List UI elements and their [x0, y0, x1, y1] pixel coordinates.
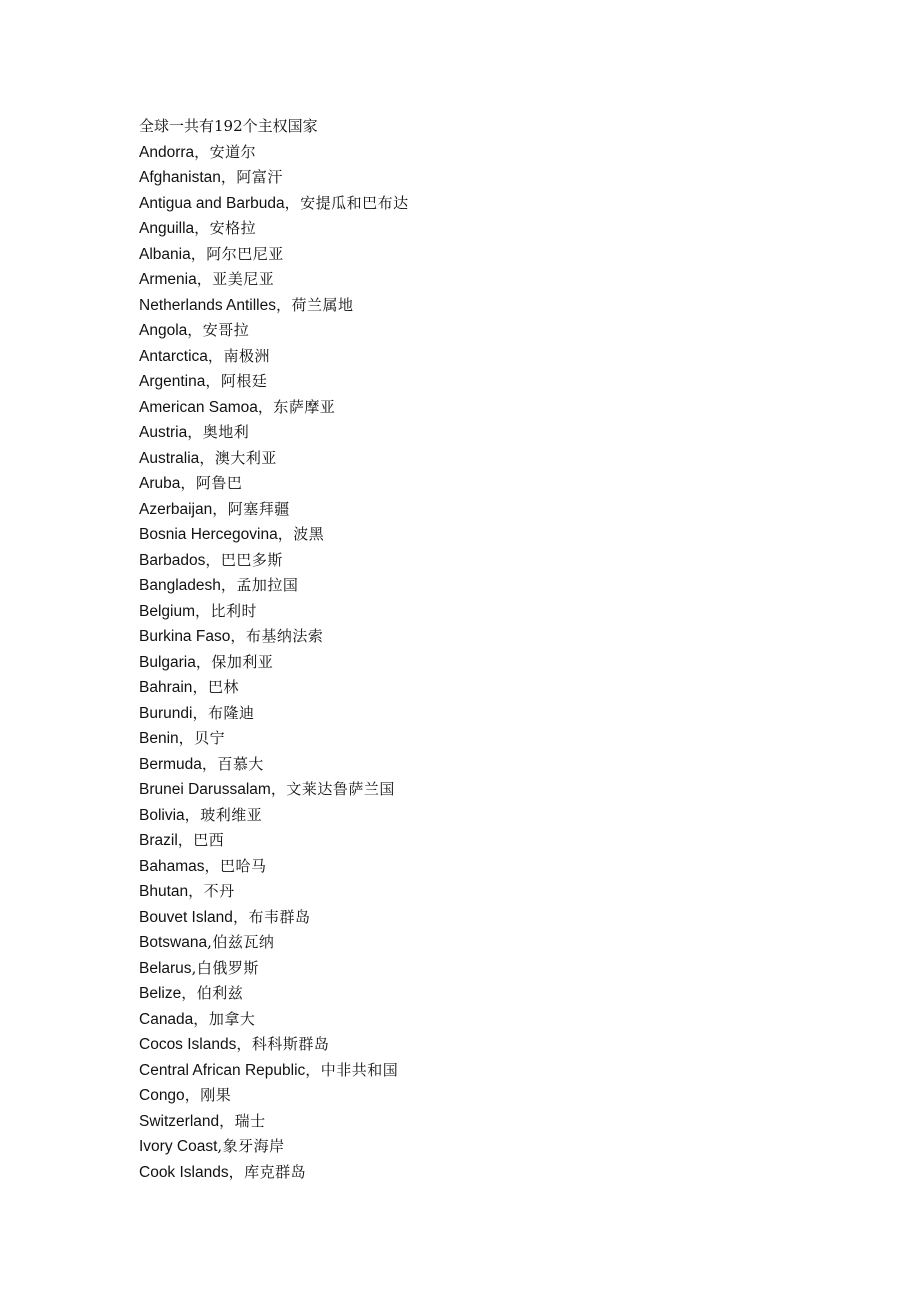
country-name-en: Antigua and Barbuda [139, 194, 285, 212]
country-name-zh: 阿鲁巴 [195, 474, 243, 492]
country-name-en: Burkina Faso [139, 628, 231, 645]
separator: ， [276, 295, 292, 314]
country-name-en: Bouvet Island [139, 908, 233, 926]
country-name-en: Argentina [139, 373, 206, 390]
country-name-zh: 刚果 [200, 1086, 232, 1104]
country-name-en: Brunei Darussalam [139, 781, 271, 798]
separator: ， [207, 346, 224, 365]
country-name-en: Aruba [139, 475, 181, 492]
country-entry [139, 726, 839, 752]
separator: ， [181, 984, 197, 1002]
separator: ， [204, 856, 220, 875]
separator: ， [196, 270, 213, 288]
separator: ， [187, 423, 203, 441]
country-name-en: Cook Islands [139, 1163, 229, 1181]
country-name-zh: 波黑 [293, 525, 325, 543]
country-entry [139, 1160, 839, 1186]
country-name-zh: 瑞士 [234, 1111, 266, 1130]
country-name-zh: 阿富汗 [236, 168, 283, 186]
separator: ， [190, 244, 207, 263]
country-entry [139, 573, 839, 599]
country-name-zh: 安道尔 [209, 142, 257, 161]
country-entry [139, 267, 839, 293]
country-entry [139, 242, 839, 268]
separator: ， [195, 601, 211, 620]
country-name-en: American Samoa [139, 398, 258, 416]
country-name-en: Central African Republic [139, 1061, 306, 1079]
separator: ， [284, 193, 301, 212]
country-entry [139, 828, 839, 854]
country-entry [139, 981, 839, 1007]
country-name-zh: 布基纳法索 [245, 627, 324, 645]
country-entry [139, 522, 839, 548]
country-name-zh: 玻利维亚 [200, 805, 263, 824]
country-entry [139, 471, 839, 497]
separator: ， [201, 754, 218, 773]
country-entry [139, 624, 839, 650]
separator: ， [194, 219, 210, 237]
country-name-zh: 保加利亚 [211, 652, 274, 671]
country-name-en: Belize [139, 985, 182, 1002]
country-name-zh: 安格拉 [209, 219, 257, 237]
separator: , [191, 958, 197, 977]
country-name-zh: 安提瓜和巴布达 [300, 193, 409, 212]
country-entry [139, 165, 839, 191]
separator: ， [205, 550, 221, 569]
separator: ， [219, 1111, 235, 1130]
country-name-zh: 奥地利 [202, 423, 250, 441]
country-name-zh: 东萨摩亚 [273, 397, 336, 416]
country-entry [139, 701, 839, 727]
separator: ， [192, 703, 208, 722]
country-name-en: Burundi [139, 704, 193, 722]
country-entry [139, 395, 839, 421]
country-name-zh: 白俄罗斯 [196, 958, 259, 977]
separator: ， [193, 1009, 209, 1028]
country-name-zh: 巴巴多斯 [220, 550, 283, 569]
country-name-en: Albania [139, 245, 191, 263]
separator: ， [178, 729, 195, 747]
country-entry [139, 1058, 839, 1084]
country-name-en: Austria [139, 424, 188, 441]
country-entry [139, 599, 839, 625]
separator: ， [194, 142, 210, 161]
separator: ， [228, 1162, 245, 1181]
country-name-en: Cocos Islands [139, 1036, 237, 1053]
separator: ， [212, 499, 228, 518]
country-name-en: Bosnia Hercegovina [139, 526, 278, 543]
country-entry [139, 344, 839, 370]
separator: , [207, 933, 213, 951]
country-name-zh: 亚美尼亚 [212, 270, 275, 288]
separator: ， [192, 678, 208, 696]
separator: ， [177, 831, 194, 849]
country-entry [139, 879, 839, 905]
country-name-en: Angola [139, 322, 188, 339]
country-name-zh: 巴哈马 [220, 856, 267, 875]
separator: ， [205, 372, 221, 390]
separator: ， [232, 907, 249, 926]
country-name-zh: 比利时 [210, 601, 258, 620]
country-name-en: Belgium [139, 602, 195, 620]
country-entry [139, 905, 839, 931]
country-name-en: Bulgaria [139, 653, 196, 671]
country-entry [139, 293, 839, 319]
country-name-en: Barbados [139, 551, 206, 569]
country-name-zh: 贝宁 [194, 729, 226, 747]
country-name-zh: 孟加拉国 [236, 576, 299, 594]
country-name-zh: 阿塞拜疆 [227, 499, 290, 518]
country-entry [139, 650, 839, 676]
separator: ， [220, 168, 237, 186]
country-entry [139, 1134, 839, 1160]
country-name-en: Antarctica [139, 347, 208, 365]
separator: ， [199, 448, 215, 467]
country-name-en: Brazil [139, 832, 178, 849]
country-name-en: Bolivia [139, 806, 185, 824]
country-entry [139, 1109, 839, 1135]
country-name-en: Belarus [139, 959, 192, 977]
separator: ， [277, 525, 294, 543]
country-name-en: Afghanistan [139, 169, 221, 186]
country-name-zh: 库克群岛 [244, 1162, 307, 1181]
country-name-en: Armenia [139, 271, 197, 288]
country-name-zh: 荷兰属地 [291, 295, 354, 314]
country-entry [139, 675, 839, 701]
country-entry [139, 420, 839, 446]
country-entry [139, 548, 839, 574]
country-name-zh: 阿根廷 [220, 372, 268, 390]
country-name-en: Switzerland [139, 1112, 220, 1130]
country-entry [139, 1083, 839, 1109]
country-name-zh: 巴林 [207, 678, 239, 696]
country-name-zh: 阿尔巴尼亚 [206, 244, 284, 263]
country-name-zh: 布韦群岛 [248, 907, 311, 926]
country-name-en: Congo [139, 1087, 185, 1104]
separator: ， [220, 576, 237, 594]
separator: ， [305, 1060, 321, 1079]
country-name-en: Bahrain [139, 679, 193, 696]
entries-container [139, 140, 839, 1186]
country-name-en: Azerbaijan [139, 500, 213, 518]
country-name-zh: 布隆迪 [207, 703, 255, 722]
separator: ， [180, 474, 196, 492]
country-entry [139, 140, 839, 166]
country-name-zh: 伯兹瓦纳 [212, 933, 275, 951]
country-name-zh: 安哥拉 [202, 321, 250, 339]
country-name-en: Bahamas [139, 857, 205, 875]
separator: ， [236, 1035, 252, 1053]
country-name-zh: 文莱达鲁萨兰国 [286, 780, 395, 798]
country-name-zh: 澳大利亚 [214, 448, 277, 467]
country-entry [139, 930, 839, 956]
country-name-zh: 中非共和国 [320, 1060, 399, 1079]
separator: ， [188, 882, 204, 900]
country-entry [139, 1032, 839, 1058]
country-name-zh: 加拿大 [208, 1009, 256, 1028]
country-name-en: Australia [139, 449, 200, 467]
country-entry [139, 191, 839, 217]
country-entry [139, 854, 839, 880]
country-name-en: Canada [139, 1010, 194, 1028]
country-entry [139, 216, 839, 242]
country-name-zh: 科科斯群岛 [251, 1035, 330, 1053]
country-entry [139, 803, 839, 829]
separator: ， [184, 1086, 201, 1104]
separator: ， [230, 627, 246, 645]
document-title: 全球一共有192个主权国家 [139, 117, 318, 135]
country-name-en: Botswana [139, 934, 208, 951]
country-name-zh: 百慕大 [217, 754, 264, 773]
country-name-en: Ivory Coast [139, 1138, 218, 1155]
country-name-zh: 象牙海岸 [222, 1137, 285, 1155]
country-name-en: Netherlands Antilles [139, 296, 276, 314]
country-entry [139, 446, 839, 472]
country-entry [139, 369, 839, 395]
country-entry [139, 956, 839, 982]
country-list [139, 114, 839, 1185]
country-name-en: Bermuda [139, 755, 202, 773]
separator: ， [270, 780, 287, 798]
country-name-zh: 不丹 [203, 882, 235, 900]
separator: , [217, 1137, 223, 1155]
country-entry [139, 777, 839, 803]
country-name-zh: 伯利兹 [196, 984, 244, 1002]
country-name-en: Benin [139, 730, 179, 747]
country-name-zh: 巴西 [193, 831, 225, 849]
country-name-en: Andorra [139, 143, 195, 161]
country-entry [139, 497, 839, 523]
country-entry [139, 752, 839, 778]
country-entry [139, 1007, 839, 1033]
country-name-en: Bhutan [139, 883, 189, 900]
country-name-en: Anguilla [139, 220, 195, 237]
country-entry [139, 318, 839, 344]
separator: ， [257, 397, 274, 416]
country-name-zh: 南极洲 [223, 346, 270, 365]
separator: ， [187, 321, 203, 339]
separator: ， [195, 652, 212, 671]
country-name-en: Bangladesh [139, 577, 221, 594]
separator: ， [184, 805, 201, 824]
